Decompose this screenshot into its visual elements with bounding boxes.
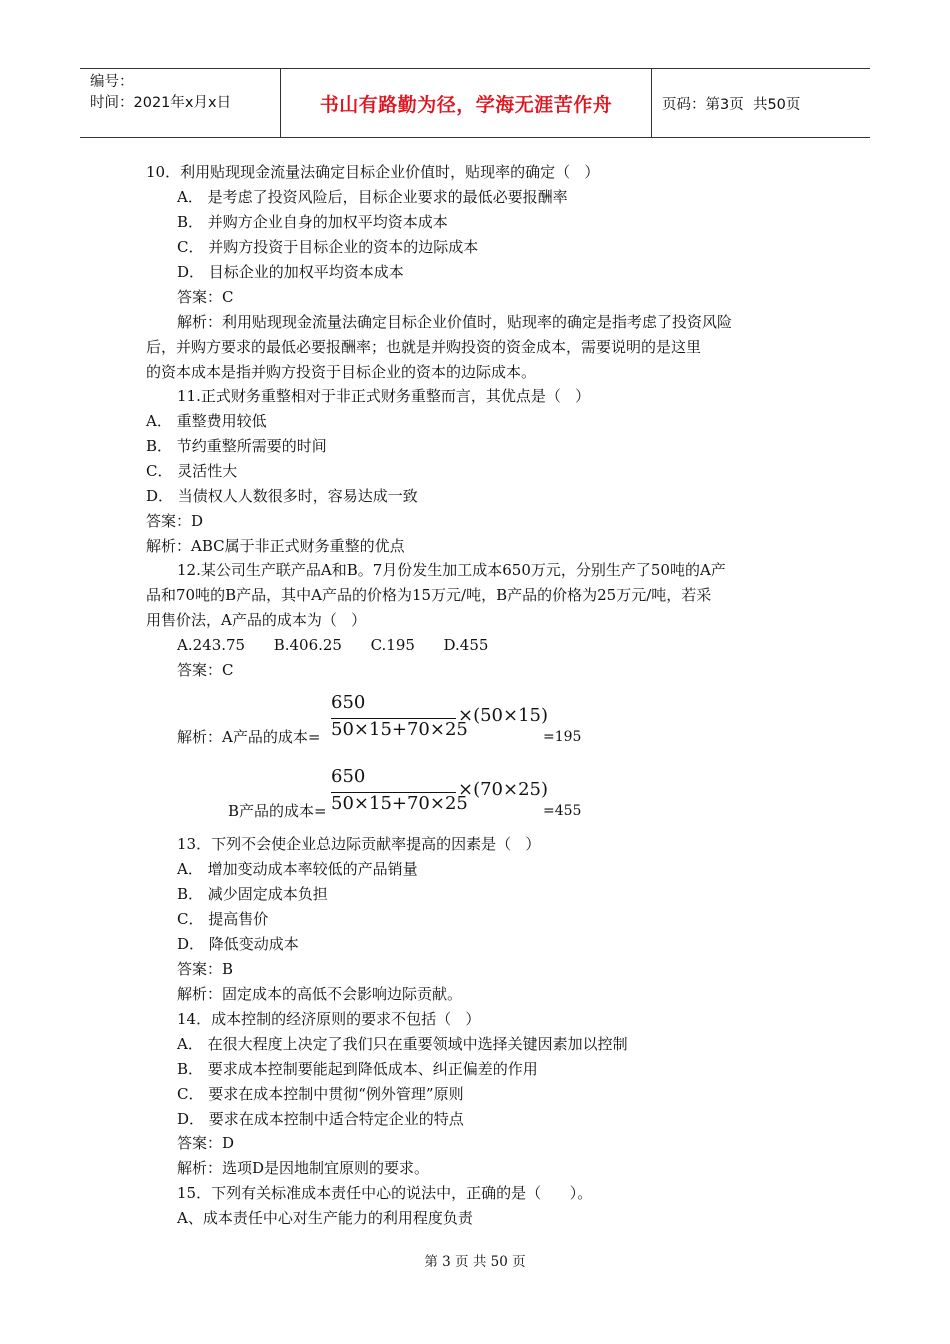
option-14b: B． 要求成本控制要能起到降低成本、纠正偏差的作用 <box>177 1060 538 1078</box>
option-10c: C． 并购方投资于目标企业的资本的边际成本 <box>177 238 479 256</box>
answer-12: 答案：C <box>177 661 234 679</box>
answer-11: 答案：D <box>146 512 204 530</box>
option-13d: D． 降低变动成本 <box>177 935 299 953</box>
formula-b-numerator: 650 <box>331 766 366 787</box>
time-label: 时间：2021年x月x日 <box>90 95 232 111</box>
option-11d: D． 当债权人人数很多时，容易达成一致 <box>146 487 418 505</box>
options-12: A.243.75 B.406.25 C.195 D.455 <box>177 636 489 654</box>
formula-a-multiplier: ×(50×15) <box>458 705 549 726</box>
formula-b-result: =455 <box>543 803 582 819</box>
analysis-13: 解析：固定成本的高低不会影响边际贡献。 <box>177 985 463 1003</box>
question-12-line1: 12.某公司生产联产品A和B。7月份发生加工成本650万元，分别生产了50吨的A产 <box>177 561 726 579</box>
header-page-info-cell <box>652 69 870 137</box>
option-11a: A． 重整费用较低 <box>146 412 267 430</box>
analysis-11: 解析：ABC属于非正式财务重整的优点 <box>146 537 405 555</box>
formula-a-denominator: 50×15+70×25 <box>331 719 468 740</box>
analysis-14: 解析：选项D是因地制宜原则的要求。 <box>177 1159 430 1177</box>
analysis-10-line2: 后，并购方要求的最低必要报酬率；也就是并购投资的资金成本，需要说明的是这里 <box>146 338 702 356</box>
formula-a-numerator: 650 <box>331 692 366 713</box>
code-label: 编号： <box>90 74 134 90</box>
question-10: 10．利用贴现现金流量法确定目标企业价值时，贴现率的确定（ ） <box>146 163 600 181</box>
formula-a-label: 解析：A产品的成本= <box>177 728 321 746</box>
header-motto: 书山有路勤为径，学海无涯苦作舟 <box>281 69 652 137</box>
answer-13: 答案：B <box>177 960 234 978</box>
option-13c: C． 提高售价 <box>177 910 269 928</box>
analysis-10-line1: 解析：利用贴现现金流量法确定目标企业价值时，贴现率的确定是指考虑了投资风险 <box>177 313 733 331</box>
option-10d: D． 目标企业的加权平均资本成本 <box>177 263 404 281</box>
footer-page-number: 第 3 页 共 50 页 <box>424 1254 526 1270</box>
header-left-cell <box>80 69 281 137</box>
formula-a-cost <box>0 688 950 758</box>
question-15: 15．下列有关标准成本责任中心的说法中，正确的是（ ）。 <box>177 1184 593 1202</box>
formula-b-cost <box>0 762 950 832</box>
option-15a: A、成本责任中心对生产能力的利用程度负责 <box>177 1209 473 1227</box>
option-10b: B． 并购方企业自身的加权平均资本成本 <box>177 213 448 231</box>
question-13: 13．下列不会使企业总边际贡献率提高的因素是（ ） <box>177 835 541 853</box>
page-footer <box>0 1250 950 1270</box>
answer-14: 答案：D <box>177 1134 235 1152</box>
question-14: 14．成本控制的经济原则的要求不包括（ ） <box>177 1010 481 1028</box>
option-13a: A． 增加变动成本率较低的产品销量 <box>177 860 418 878</box>
option-14c: C． 要求在成本控制中贯彻“例外管理”原则 <box>177 1085 464 1103</box>
page-info: 页码：第3页 共50页 <box>662 96 801 113</box>
option-11c: C． 灵活性大 <box>146 462 238 480</box>
formula-a-result: =195 <box>543 729 582 745</box>
question-11: 11.正式财务重整相对于非正式财务重整而言，其优点是（ ） <box>177 387 591 405</box>
option-14d: D． 要求在成本控制中适合特定企业的特点 <box>177 1110 464 1128</box>
question-12-line2: 品和70吨的B产品，其中A产品的价格为15万元/吨，B产品的价格为25万元/吨，若采 <box>146 586 712 604</box>
option-14a: A． 在很大程度上决定了我们只在重要领域中选择关键因素加以控制 <box>177 1035 628 1053</box>
formula-b-multiplier: ×(70×25) <box>458 779 549 800</box>
analysis-10-line3: 的资本成本是指并购方投资于目标企业的资本的边际成本。 <box>146 363 537 381</box>
option-11b: B． 节约重整所需要的时间 <box>146 437 327 455</box>
option-10a: A． 是考虑了投资风险后，目标企业要求的最低必要报酬率 <box>177 188 568 206</box>
question-12-line3: 用售价法，A产品的成本为（ ） <box>146 611 367 629</box>
answer-10: 答案：C <box>177 288 234 306</box>
page-header <box>80 68 870 138</box>
option-13b: B． 减少固定成本负担 <box>177 885 328 903</box>
formula-b-label: B产品的成本= <box>228 802 327 820</box>
formula-b-denominator: 50×15+70×25 <box>331 793 468 814</box>
